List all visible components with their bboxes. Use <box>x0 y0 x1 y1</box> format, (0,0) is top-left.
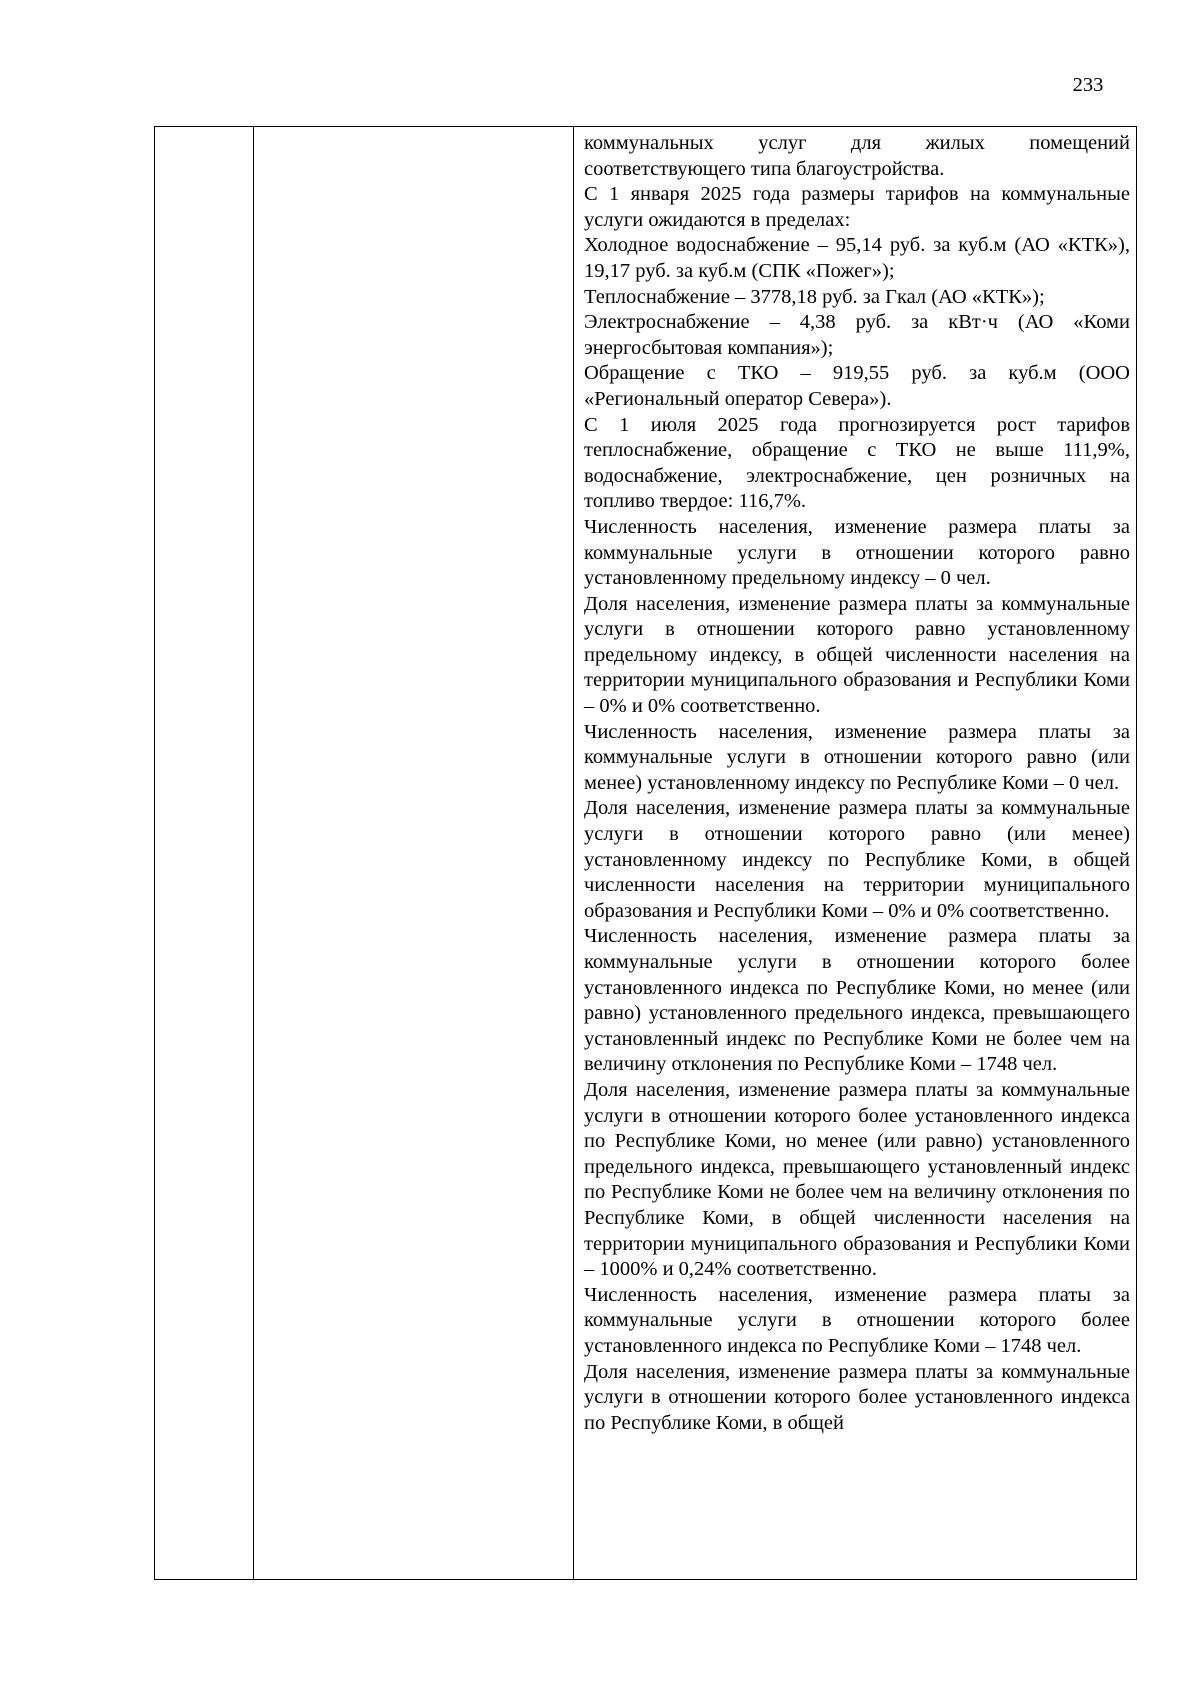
paragraph: Доля населения, изменение размера платы за коммунальные услуги в отношении которого равно (или менее) установленному индексу по Республике Коми, в общей численности населения на территории муниципального образования и Республики Коми – 0% и 0% соответственно. <box>584 797 1130 922</box>
paragraph: Численность населения, изменение размера платы за коммунальные услуги в отношении которого равно установленному предельному индексу – 0 чел. <box>584 515 1130 590</box>
paragraph: Доля населения, изменение размера платы за коммунальные услуги в отношении которого более установленного индекса по Республике Коми, но менее (или равно) установленного предельного индекса, превышающего установленный индекс по Республике Коми не более чем на величину отклонения по Республике Коми, в общей численности населения на территории муниципального образования и Республики Коми – 1000% и 0,24% соответственно. <box>584 1078 1130 1281</box>
cell-text-block <box>574 127 1136 1436</box>
table-cell-first-column <box>155 127 254 1580</box>
paragraph: Теплоснабжение – 3778,18 руб. за Гкал (АО «КТК»); <box>584 285 1045 308</box>
table-row <box>155 127 1137 1580</box>
document-table <box>154 126 1137 1580</box>
paragraph: С 1 июля 2025 года прогнозируется рост тарифов теплоснабжение, обращение с ТКО не выше 111,9%, водоснабжение, электроснабжение, цен розничных на топливо твердое: 116,7%. <box>584 413 1130 513</box>
paragraph: Численность населения, изменение размера платы за коммунальные услуги в отношении которого равно (или менее) установленному индексу по Республике Коми – 0 чел. <box>584 720 1130 794</box>
paragraph: Электроснабжение – 4,38 руб. за кВт·ч (АО «Коми энергосбытовая компания»); <box>584 311 1130 359</box>
page-number: 233 <box>1072 74 1104 96</box>
paragraph: Доля населения, изменение размера платы за коммунальные услуги в отношении которого равно установленному предельному индексу, в общей численности населения на территории муниципального образования и Республики Коми – 0% и 0% соответственно. <box>584 592 1130 718</box>
paragraph: Численность населения, изменение размера платы за коммунальные услуги в отношении которого более установленного индекса по Республике Коми – 1748 чел. <box>584 1283 1130 1357</box>
table-cell-second-column <box>254 127 574 1580</box>
paragraph: коммунальных услуг для жилых помещений соответствующего типа благоустройства. <box>584 132 1130 180</box>
paragraph: Холодное водоснабжение – 95,14 руб. за куб.м (АО «КТК»), 19,17 руб. за куб.м (СПК «Пожег»); <box>584 234 1130 282</box>
paragraph: С 1 января 2025 года размеры тарифов на коммунальные услуги ожидаются в пределах: <box>584 183 1130 231</box>
paragraph: Доля населения, изменение размера платы за коммунальные услуги в отношении которого более установленного индекса по Республике Коми, в общей <box>584 1360 1130 1434</box>
paragraph: Численность населения, изменение размера платы за коммунальные услуги в отношении которого более установленного индекса по Республике Коми, но менее (или равно) установленного предельного индекса, превышающего установленный индекс по Республике Коми не более чем на величину отклонения по Республике Коми – 1748 чел. <box>584 925 1130 1076</box>
table-cell-text-column <box>574 127 1137 1580</box>
paragraph: Обращение с ТКО – 919,55 руб. за куб.м (ООО «Региональный оператор Севера»). <box>584 362 1130 410</box>
